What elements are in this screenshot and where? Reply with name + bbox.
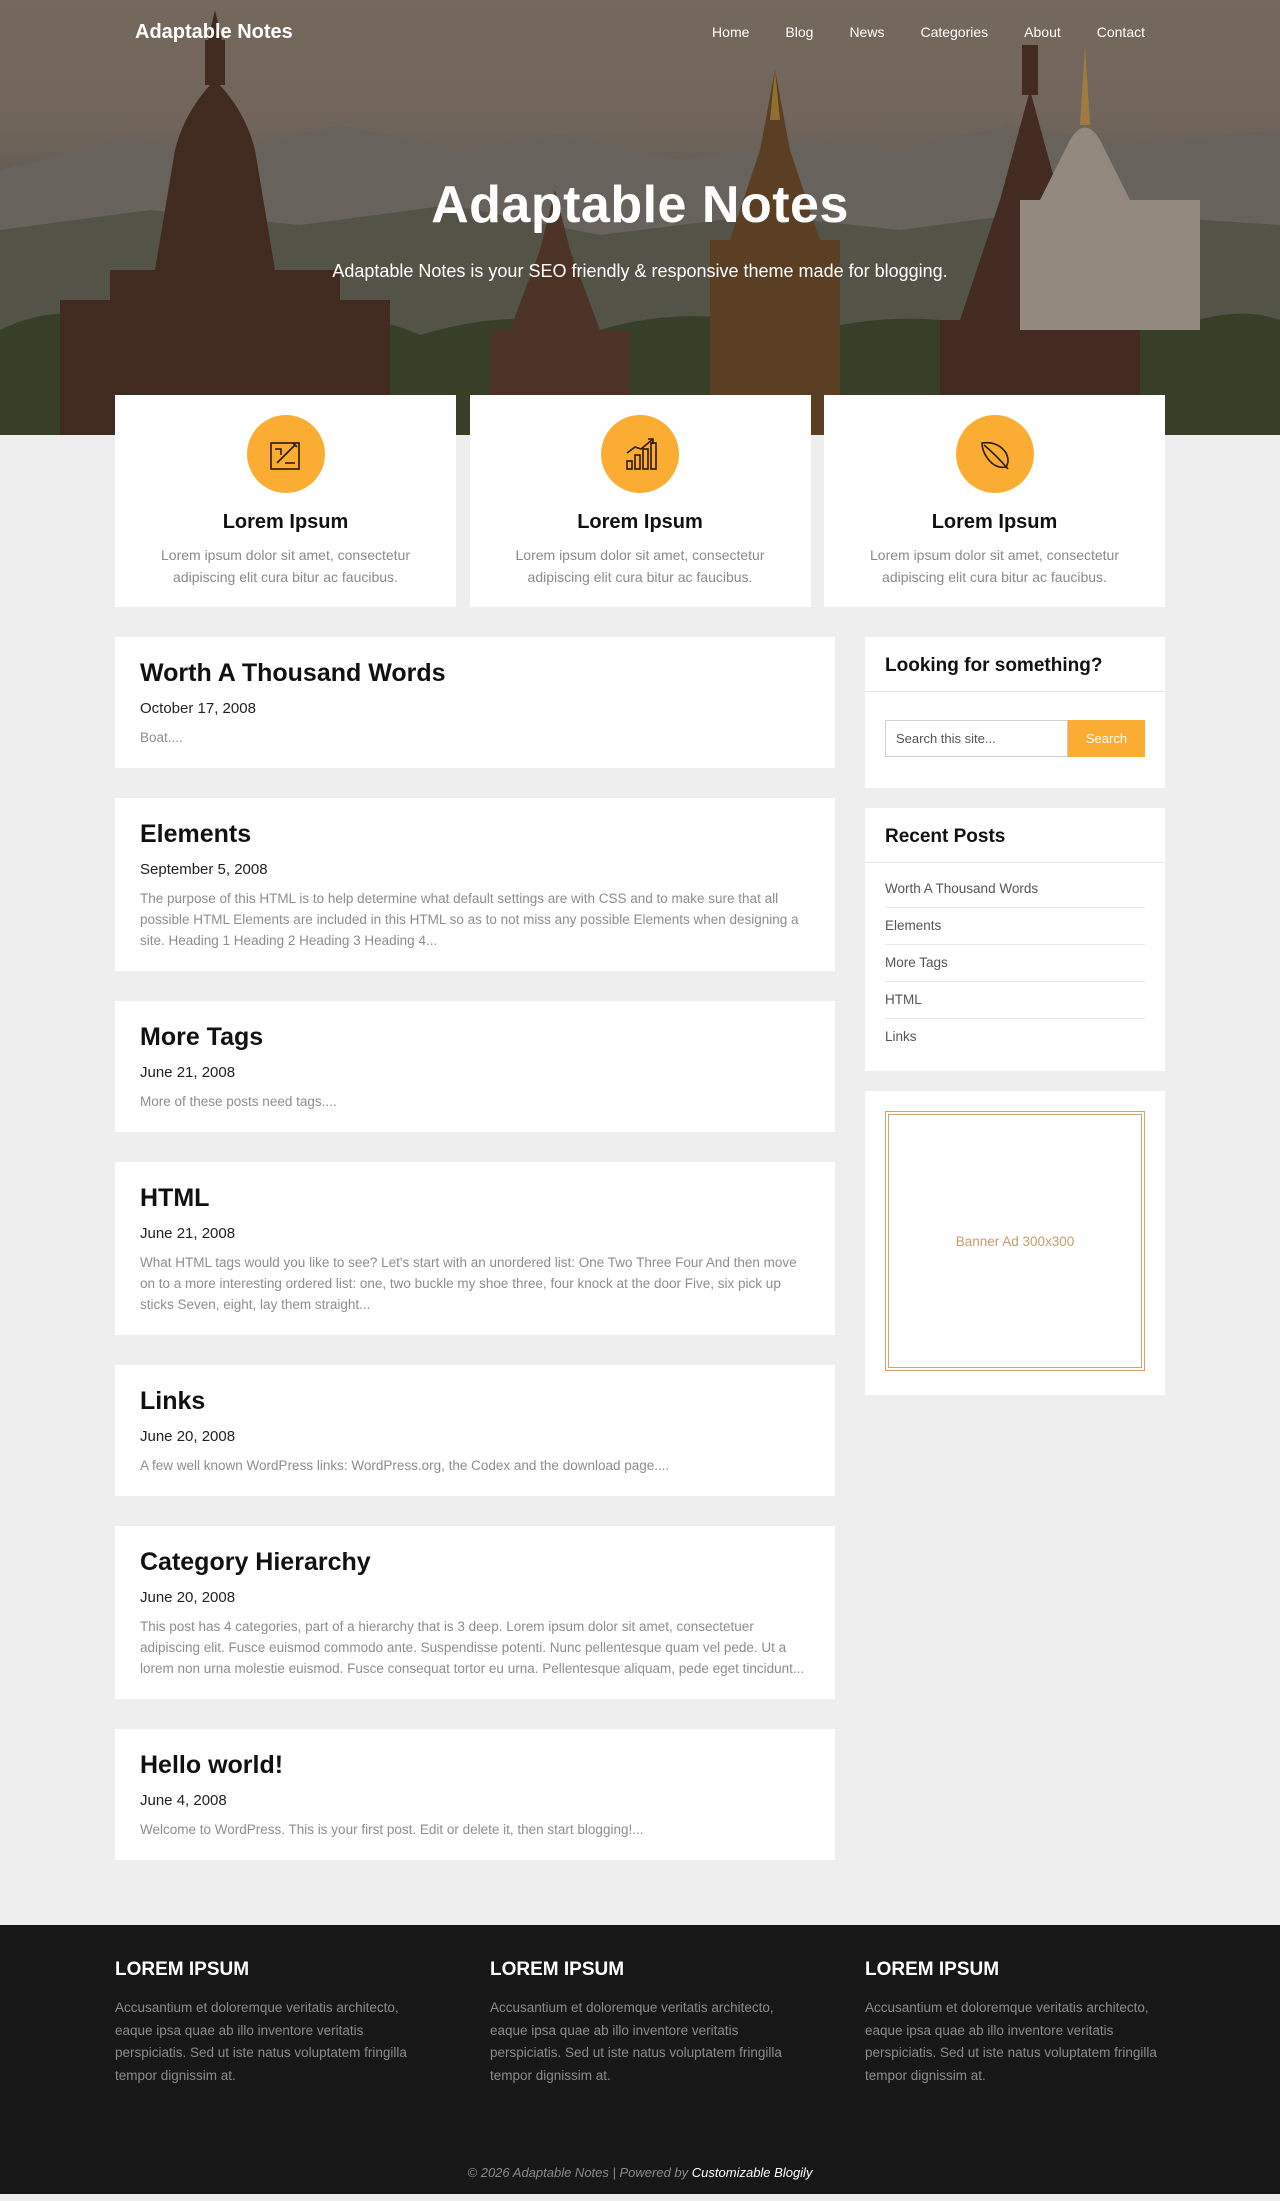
footer-column <box>865 1959 1165 2087</box>
post-excerpt: Welcome to WordPress. This is your first post. Edit or delete it, then start blogging!... <box>140 1822 644 1837</box>
recent-posts-list <box>865 863 1165 1071</box>
recent-post-link[interactable]: More Tags <box>885 955 948 970</box>
hero-text <box>0 175 1280 282</box>
menu-item-categories[interactable]: Categories <box>920 24 989 40</box>
recent-posts-title: Recent Posts <box>865 808 1165 863</box>
search-form <box>865 692 1165 788</box>
post-card <box>115 1365 835 1496</box>
footer-text: Accusantium et doloremque veritatis architecto, eaque ipsa quae ab illo inventore veritatis perspiciatis. Sed ut iste natus voluptatem fringilla tempor dignissim at. <box>490 2000 782 2083</box>
post-title-link[interactable]: Hello world! <box>140 1751 284 1779</box>
banner-widget <box>865 1091 1165 1395</box>
main-content <box>115 637 1165 1890</box>
recent-post-link[interactable]: Links <box>885 1029 917 1044</box>
recent-post-link[interactable]: Worth A Thousand Words <box>885 881 1039 896</box>
copyright <box>115 2087 1165 2194</box>
post-card <box>115 1729 835 1860</box>
sidebar <box>865 637 1165 1415</box>
site-logo[interactable]: Adaptable Notes <box>135 20 293 43</box>
hero-tagline: Adaptable Notes is your SEO friendly & responsive theme made for blogging. <box>332 261 948 281</box>
copyright-text: © 2026 Adaptable Notes | Powered by <box>467 2165 689 2180</box>
banner-wrapper <box>865 1091 1165 1395</box>
recent-post-link[interactable]: HTML <box>885 992 922 1007</box>
menu-item-about[interactable]: About <box>1024 24 1061 40</box>
feature-box <box>470 395 811 607</box>
post-date: June 4, 2008 <box>140 1792 227 1809</box>
feature-text: Lorem ipsum dolor sit amet, consectetur adipiscing elit cura bitur ac faucibus. <box>515 547 765 585</box>
footer-column <box>115 1959 415 2087</box>
post-excerpt: More of these posts need tags.... <box>140 1094 337 1109</box>
top-navigation <box>0 0 1280 64</box>
main-menu <box>694 24 1145 40</box>
footer-text: Accusantium et doloremque veritatis architecto, eaque ipsa quae ab illo inventore veritatis perspiciatis. Sed ut iste natus voluptatem fringilla tempor dignissim at. <box>115 2000 407 2083</box>
post-date: June 20, 2008 <box>140 1589 236 1606</box>
post-card <box>115 637 835 768</box>
search-input[interactable] <box>885 720 1068 757</box>
feature-title: Lorem Ipsum <box>577 511 703 533</box>
list-item <box>885 1019 1145 1055</box>
footer-text: Accusantium et doloremque veritatis architecto, eaque ipsa quae ab illo inventore veritatis perspiciatis. Sed ut iste natus voluptatem fringilla tempor dignissim at. <box>865 2000 1157 2083</box>
post-date: June 21, 2008 <box>140 1225 236 1242</box>
post-date: June 21, 2008 <box>140 1064 236 1081</box>
post-title-link[interactable]: Links <box>140 1387 206 1415</box>
list-item <box>885 982 1145 1019</box>
menu-item-contact[interactable]: Contact <box>1096 24 1145 40</box>
menu-item-news[interactable]: News <box>849 24 885 40</box>
feature-title: Lorem Ipsum <box>222 511 349 533</box>
footer-column <box>490 1959 790 2087</box>
post-title-link[interactable]: Category Hierarchy <box>140 1548 371 1576</box>
recent-posts-widget <box>865 808 1165 1071</box>
post-card <box>115 798 835 971</box>
list-item <box>885 908 1145 945</box>
search-button[interactable]: Search <box>1068 720 1145 757</box>
design-tools-icon <box>247 415 325 493</box>
post-list <box>115 637 835 1890</box>
post-excerpt: The purpose of this HTML is to help determine what default settings are with CSS and to make sure that all possible HTML Elements are included in this HTML so as to not miss any possible Elements when designing a site. Heading 1 Heading 2 Heading 3 Heading 4... <box>140 891 799 948</box>
feature-title: Lorem Ipsum <box>931 511 1058 533</box>
post-date: October 17, 2008 <box>140 700 256 717</box>
post-card <box>115 1162 835 1335</box>
list-item <box>885 945 1145 982</box>
post-date: September 5, 2008 <box>140 861 268 878</box>
footer-columns <box>115 1959 1165 2087</box>
post-card <box>115 1001 835 1132</box>
feature-box <box>824 395 1165 607</box>
banner-ad[interactable]: Banner Ad 300x300 <box>885 1111 1145 1371</box>
post-title-link[interactable]: Worth A Thousand Words <box>140 659 446 687</box>
menu-item-blog[interactable]: Blog <box>785 24 814 40</box>
post-excerpt: What HTML tags would you like to see? Let's start with an unordered list: One Two Three Four And then move on to a more interesting ordered list: one, two buckle my shoe three, four knock at the door Five, six pick up sticks Seven, eight, lay them straight... <box>140 1255 797 1312</box>
post-title-link[interactable]: Elements <box>140 820 252 848</box>
search-widget <box>865 637 1165 788</box>
growth-chart-icon <box>601 415 679 493</box>
menu-item-home[interactable]: Home <box>712 24 750 40</box>
post-excerpt: Boat.... <box>140 730 183 745</box>
post-title-link[interactable]: HTML <box>140 1184 210 1212</box>
recent-post-link[interactable]: Elements <box>885 918 942 933</box>
footer-heading: LOREM IPSUM <box>490 1959 625 1980</box>
site-footer <box>0 1925 1280 2194</box>
search-widget-title: Looking for something? <box>865 637 1165 692</box>
post-card <box>115 1526 835 1699</box>
footer-heading: LOREM IPSUM <box>115 1959 250 1980</box>
feature-text: Lorem ipsum dolor sit amet, consectetur adipiscing elit cura bitur ac faucibus. <box>870 547 1119 585</box>
hero-title: Adaptable Notes <box>431 176 849 234</box>
post-excerpt: A few well known WordPress links: WordPress.org, the Codex and the download page.... <box>140 1458 670 1473</box>
feature-box <box>115 395 456 607</box>
hero-header <box>0 0 1280 435</box>
feather-icon <box>956 415 1034 493</box>
post-excerpt: This post has 4 categories, part of a hierarchy that is 3 deep. Lorem ipsum dolor sit amet, consectetuer adipiscing elit. Fusce euismod commodo ante. Suspendisse potenti. Nunc pellentesque quam vel pede. Ut a lorem non urna molestie euismod. Fusce consequat tortor eu urna. Pellentesque aliquam, pede eget tincidunt... <box>140 1619 805 1676</box>
footer-heading: LOREM IPSUM <box>865 1959 1000 1980</box>
feature-boxes <box>115 395 1165 607</box>
list-item <box>885 871 1145 908</box>
post-title-link[interactable]: More Tags <box>140 1023 264 1051</box>
powered-by-link[interactable]: Customizable Blogily <box>691 2165 813 2180</box>
post-date: June 20, 2008 <box>140 1428 236 1445</box>
feature-text: Lorem ipsum dolor sit amet, consectetur adipiscing elit cura bitur ac faucibus. <box>161 547 410 585</box>
